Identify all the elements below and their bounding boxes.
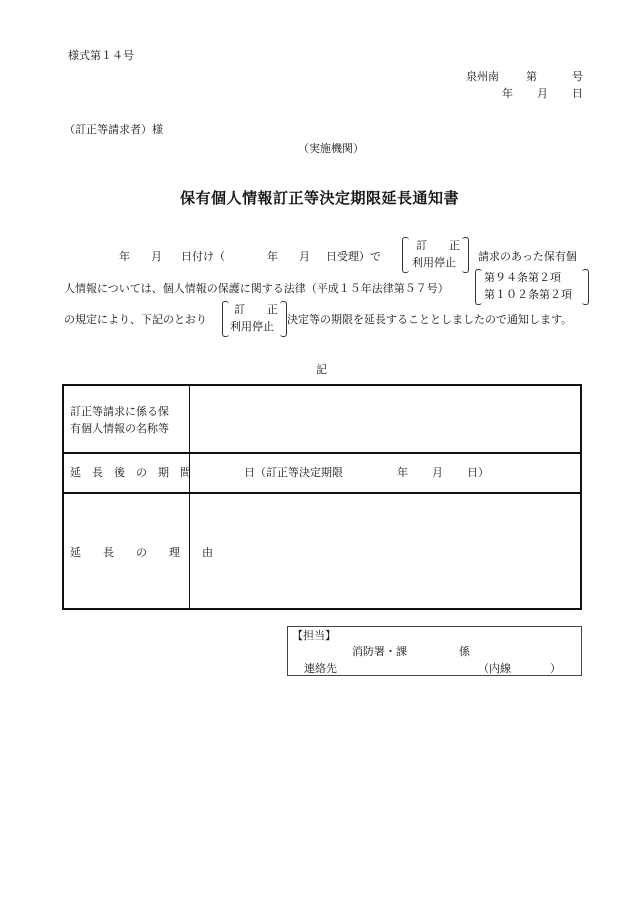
date-day: 日 — [572, 87, 583, 100]
row2-month: 月 — [432, 466, 443, 479]
brace3-line2: 利用停止 — [230, 320, 274, 333]
body-line1-after: 請求のあった保有個 — [478, 250, 577, 263]
row3-label: 延 長 の 理 由 — [70, 546, 213, 559]
brace2-left — [475, 269, 482, 305]
dai-label: 第 — [526, 70, 537, 83]
body-dated: 日付け（ — [181, 250, 225, 263]
body-year2: 年 — [267, 250, 278, 263]
row1-label-line1: 訂正等請求に係る保 — [70, 405, 169, 418]
contact-renraku: 連絡先 — [304, 662, 337, 675]
date-year: 年 — [502, 87, 513, 100]
table-row-divider-2 — [64, 492, 580, 494]
row2-end: 日） — [467, 466, 489, 479]
ki-label: 記 — [316, 363, 327, 376]
table-row-divider-1 — [64, 452, 580, 454]
row2-label: 延 長 後 の 期 間 — [70, 466, 191, 479]
brace3-left — [222, 301, 229, 337]
body-year: 年 — [119, 250, 130, 263]
row2-day: 日（訂正等決定期限 — [244, 466, 343, 479]
brace2-right — [582, 269, 589, 305]
brace3-right — [280, 301, 287, 337]
body-received: 日受理）で — [326, 250, 381, 263]
brace1-left — [402, 237, 409, 273]
details-table — [62, 384, 582, 610]
contact-close: ） — [550, 662, 561, 675]
brace1-line2: 利用停止 — [412, 256, 456, 269]
body-line3-before: の規定により、下記のとおり — [64, 313, 207, 326]
page-title: 保有個人情報訂正等決定期限延長通知書 — [180, 189, 460, 207]
row1-label-line2: 有個人情報の名称等 — [70, 422, 169, 435]
body-month2: 月 — [299, 250, 310, 263]
date-month: 月 — [537, 87, 548, 100]
table-divider — [189, 386, 190, 608]
brace1-line1: 訂 正 — [416, 239, 460, 252]
contact-naisen: （内線 — [478, 662, 511, 675]
brace1-right — [462, 237, 469, 273]
contact-kakari: 係 — [459, 645, 470, 658]
body-month: 月 — [151, 250, 162, 263]
brace3-line1: 訂 正 — [234, 303, 278, 316]
addressee: （訂正等請求者）様 — [64, 123, 163, 136]
contact-dept: 消防署・課 — [352, 645, 407, 658]
row2-year: 年 — [397, 466, 408, 479]
brace2-line2: 第１０２条第２項 — [484, 288, 572, 301]
office-name: 泉州南 — [466, 70, 499, 83]
brace2-line1: 第９４条第２項 — [484, 271, 561, 284]
form-number: 様式第１４号 — [68, 49, 134, 62]
body-line2: 人情報については、個人情報の保護に関する法律（平成１５年法律第５７号） — [64, 282, 449, 295]
body-line3-after: 決定等の期限を延長することとしましたので通知します。 — [287, 313, 573, 326]
contact-box — [287, 626, 582, 676]
go-label: 号 — [572, 70, 583, 83]
contact-heading: 【担当】 — [292, 629, 336, 642]
agency: （実施機関） — [298, 142, 364, 155]
